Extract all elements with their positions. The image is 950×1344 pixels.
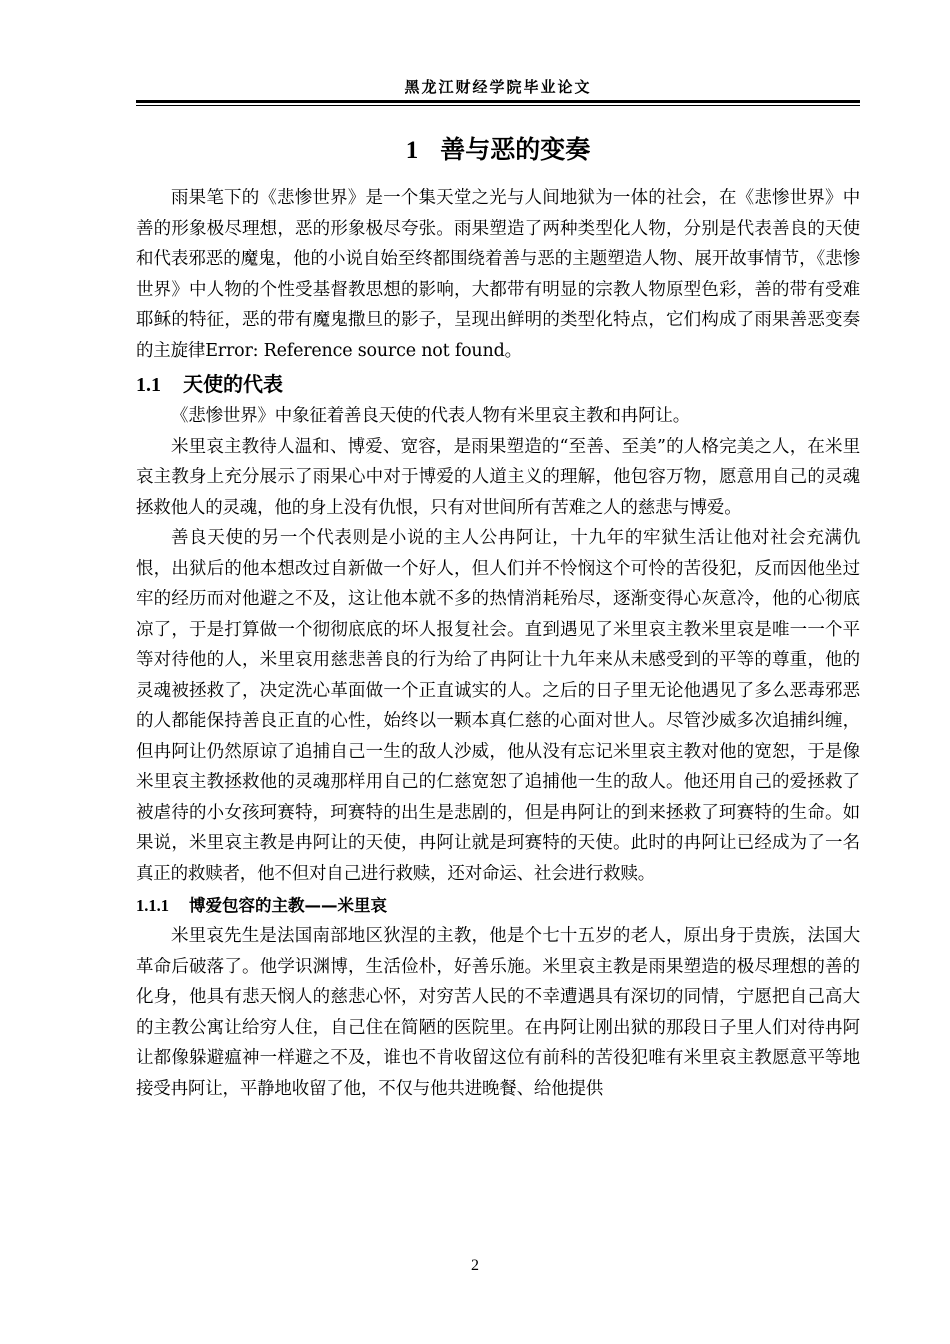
subsection-title-text: 博爱包容的主教——米里哀: [189, 896, 387, 915]
header-rule-thin: [136, 105, 860, 106]
chapter-heading: [136, 128, 860, 173]
subsection-number: 1.1.1: [136, 896, 169, 915]
body-content: [136, 128, 860, 1104]
intro-paragraph: 雨果笔下的《悲惨世界》是一个集天堂之光与人间地狱为一体的社会，在《悲惨世界》中善的形象极尽理想，恶的形象极尽夸张。雨果塑造了两种类型化人物，分别是代表善良的天使和代表邪恶的魔鬼，他的小说自始至终都围绕着善与恶的主题塑造人物、展开故事情节，《悲惨世界》中人物的个性受基督教思想的影响，大都带有明显的宗教人物原型色彩，善的带有受难耶稣的特征，恶的带有魔鬼撒旦的影子，呈现出鲜明的类型化特点，它们构成了雨果善恶变奏的主旋律Error: Reference source not found。: [136, 188, 860, 361]
running-header-title: 黑龙江财经学院毕业论文: [404, 78, 592, 96]
chapter-number: 1: [405, 137, 419, 164]
subsection-heading-1-1-1: [136, 891, 860, 921]
section-heading-1-1: [136, 368, 860, 401]
section-title-text: 天使的代表: [183, 372, 283, 396]
paragraph: 《悲惨世界》中象征着善良天使的代表人物有米里哀主教和冉阿让。: [171, 406, 690, 426]
chapter-title-text: 善与恶的变奏: [440, 135, 591, 164]
section-number: 1.1: [136, 374, 161, 396]
paragraph: 善良天使的另一个代表则是小说的主人公冉阿让，十九年的牢狱生活让他对社会充满仇恨，出狱后的他本想改过自新做一个好人，但人们并不怜悯这个可怜的苦役犯，反而因他坐过牢的经历而对他避之不及，这让他本就不多的热情消耗殆尽，逐渐变得心灰意冷，他的心彻底凉了，于是打算做一个彻彻底底的坏人报复社会。直到遇见了米里哀主教米里哀是唯一一个平等对待他的人，米里哀用慈悲善良的行为给了冉阿让十九年来从未感受到的平等的尊重，他的灵魂被拯救了，决定洗心革面做一个正直诚实的人。之后的日子里无论他遇见了多么恶毒邪恶的人都能保持善良正直的心性，始终以一颗本真仁慈的心面对世人。尽管沙威多次追捕纠缠，但冉阿让仍然原谅了追捕自己一生的敌人沙威，他从没有忘记米里哀主教对他的宽恕，于是像米里哀主教拯救他的灵魂那样用自己的仁慈宽恕了追捕他一生的敌人。他还用自己的爱拯救了被虐待的小女孩珂赛特，珂赛特的出生是悲剧的，但是冉阿让的到来拯救了珂赛特的生命。如果说，米里哀主教是冉阿让的天使，冉阿让就是珂赛特的天使。此时的冉阿让已经成为了一名真正的救赎者，他不但对自己进行救赎，还对命运、社会进行救赎。: [136, 528, 860, 884]
page-number: 2: [471, 1257, 479, 1274]
paragraph: 米里哀主教待人温和、博爱、宽容，是雨果塑造的“至善、至美”的人格完美之人，在米里哀主教身上充分展示了雨果心中对于博爱的人道主义的理解，他包容万物，愿意用自己的灵魂拯救他人的灵魂，他的身上没有仇恨，只有对世间所有苦难之人的慈悲与博爱。: [136, 436, 860, 518]
header-rule-thick: [136, 100, 860, 103]
paragraph: 米里哀先生是法国南部地区狄涅的主教，他是个七十五岁的老人，原出身于贵族，法国大革命后破落了。他学识渊博，生活俭朴，好善乐施。米里哀主教是雨果塑造的极尽理想的善的化身，他具有悲天悯人的慈悲心怀，对穷苦人民的不幸遭遇具有深切的同情，宁愿把自己高大的主教公寓让给穷人住，自己住在简陋的医院里。在冉阿让刚出狱的那段日子里人们对待冉阿让都像躲避瘟神一样避之不及，谁也不肯收留这位有前科的苦役犯唯有米里哀主教愿意平等地接受冉阿让，平静地收留了他，不仅与他共进晚餐、给他提供: [136, 926, 860, 1099]
